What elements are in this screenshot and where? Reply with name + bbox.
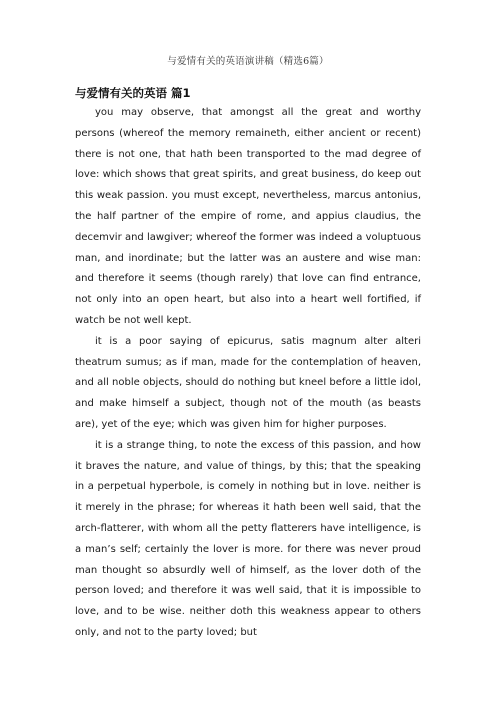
section-title: 与爱情有关的英语 篇1	[75, 86, 191, 100]
document-header: 与爱情有关的英语演讲稿（精选6篇）	[167, 56, 329, 67]
paragraph: you may observe, that amongst all the great and worthy persons (whereof the memory remaineth, either ancient or recent) there is not one, that hath been transported to the mad degree of love: which shows that great spirits, and great business, do keep out this weak passion. you must except, nevertheless, marcus antonius, the half partner of the empire of rome, and appius claudius, the decemvir and lawgiver; whereof the former was indeed a voluptuous man, and inordinate; but the latter was an austere and wise man: and therefore it seems (though rarely) that love can find entrance, not only into an open heart, but also into a heart well fortified, if watch be not well kept.	[75, 107, 421, 326]
body-text	[75, 103, 421, 644]
paragraph: it is a poor saying of epicurus, satis magnum alter alteri theatrum sumus; as if man, made for the contemplation of heaven, and all noble objects, should do nothing but kneel before a little idol, and make himself a subject, though not of the mouth (as beasts are), yet of the eye; which was given him for higher purposes.	[75, 335, 421, 430]
paragraph: it is a strange thing, to note the excess of this passion, and how it braves the nature, and value of things, by this; that the speaking in a perpetual hyperbole, is comely in nothing but in love. neither is it merely in the phrase; for whereas it hath been well said, that the arch-flatterer, with whom all the petty flatterers have intelligence, is a man’s self; certainly the lover is more. for there was never proud man thought so absurdly well of himself, as the lover doth of the person loved; and therefore it was well said, that it is impossible to love, and to be wise. neither doth this weakness appear to others only, and not to the party loved; but	[75, 439, 421, 638]
